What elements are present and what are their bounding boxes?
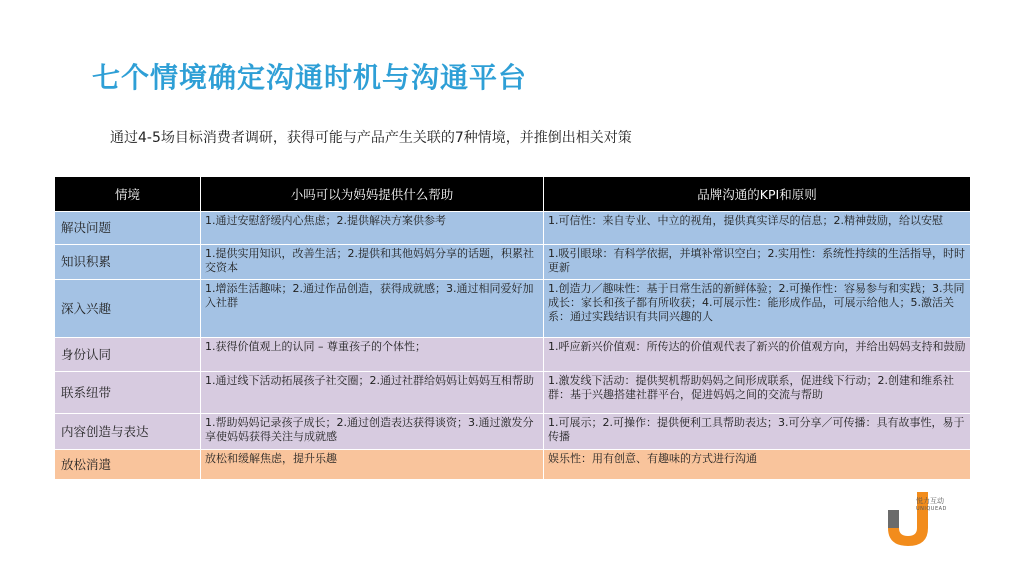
kpi-table (54, 176, 971, 480)
logo-wordmark (916, 497, 947, 513)
table-row (55, 414, 971, 450)
kpi-cell: 1.创造力／趣味性：基于日常生活的新鲜体验；2.可操作性：容易参与和实践；3.共同成长：家长和孩子都有所收获；4.可展示性：能形成作品，可展示给他人；5.激活关系：通过实践结识有共同兴趣的人 (544, 280, 971, 338)
table-row (55, 212, 971, 245)
kpi-cell: 1.激发线下活动：提供契机帮助妈妈之间形成联系，促进线下行动；2.创建和维系社群：基于兴趣搭建社群平台，促进妈妈之间的交流与帮助 (544, 372, 971, 414)
help-cell: 1.提供实用知识，改善生活；2.提供和其他妈妈分享的话题，积累社交资本 (201, 245, 544, 280)
kpi-cell: 娱乐性：用有创意、有趣味的方式进行沟通 (544, 450, 971, 480)
table-row (55, 372, 971, 414)
header-help: 小吗可以为妈妈提供什么帮助 (201, 177, 544, 212)
company-logo (886, 492, 966, 552)
kpi-cell: 1.可信性：来自专业、中立的视角，提供真实详尽的信息；2.精神鼓励，给以安慰 (544, 212, 971, 245)
page-subtitle: 通过4-5场目标消费者调研，获得可能与产品产生关联的7种情境，并推倒出相关对策 (110, 130, 632, 146)
logo-name: 悦力互动 (916, 497, 944, 505)
help-cell: 1.增添生活趣味；2.通过作品创造，获得成就感；3.通过相同爱好加入社群 (201, 280, 544, 338)
help-cell: 1.通过线下活动拓展孩子社交圈；2.通过社群给妈妈让妈妈互相帮助 (201, 372, 544, 414)
table-row (55, 338, 971, 372)
help-cell: 1.帮助妈妈记录孩子成长；2.通过创造表达获得谈资；3.通过激发分享使妈妈获得关注与成就感 (201, 414, 544, 450)
scene-cell: 解决问题 (55, 212, 201, 245)
help-cell: 1.获得价值观上的认同 – 尊重孩子的个体性； (201, 338, 544, 372)
scene-cell: 深入兴趣 (55, 280, 201, 338)
scene-cell: 知识积累 (55, 245, 201, 280)
scene-cell: 联系纽带 (55, 372, 201, 414)
help-cell: 放松和缓解焦虑，提升乐趣 (201, 450, 544, 480)
header-kpi: 品牌沟通的KPI和原则 (544, 177, 971, 212)
table-row (55, 450, 971, 480)
table-row (55, 280, 971, 338)
table-header-row (55, 177, 971, 212)
kpi-cell: 1.吸引眼球：有科学依据，并填补常识空白；2.实用性：系统性持续的生活指导，时时更新 (544, 245, 971, 280)
kpi-cell: 1.可展示；2.可操作：提供便利工具帮助表达；3.可分享／可传播：具有故事性，易于传播 (544, 414, 971, 450)
help-cell: 1.通过安慰舒缓内心焦虑；2.提供解决方案供参考 (201, 212, 544, 245)
scene-cell: 内容创造与表达 (55, 414, 201, 450)
kpi-cell: 1.呼应新兴价值观：所传达的价值观代表了新兴的价值观方向，并给出妈妈支持和鼓励 (544, 338, 971, 372)
page-title: 七个情境确定沟通时机与沟通平台 (92, 61, 528, 94)
scene-cell: 放松消遣 (55, 450, 201, 480)
header-scene: 情境 (55, 177, 201, 212)
table-row (55, 245, 971, 280)
logo-name-en: UNIQUEAD (916, 506, 947, 512)
scene-cell: 身份认同 (55, 338, 201, 372)
